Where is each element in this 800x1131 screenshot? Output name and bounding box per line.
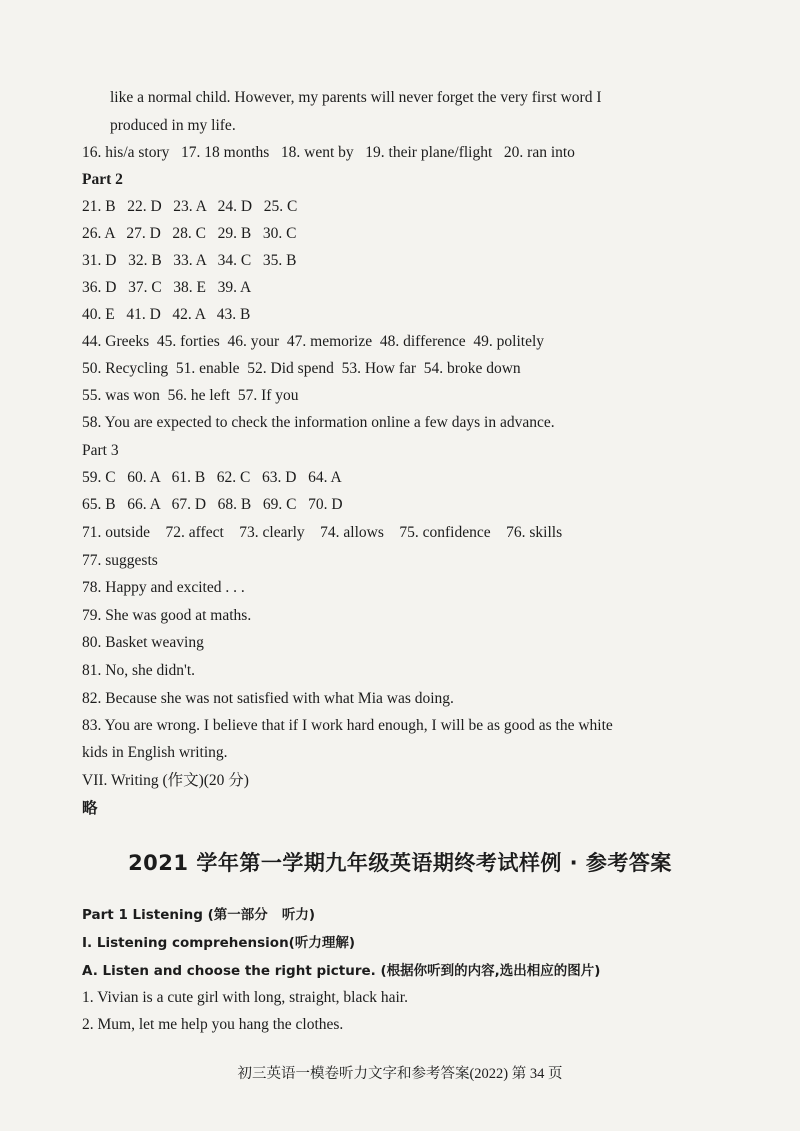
answer-line: 50. Recycling 51. enable 52. Did spend 53. How far 54. broke down (82, 360, 521, 377)
text-line: produced in my life. (110, 117, 236, 134)
answer-line: 82. Because she was not satisfied with what Mia was doing. (82, 690, 454, 707)
answer-line: 80. Basket weaving (82, 634, 204, 651)
listening-item: 2. Mum, let me help you hang the clothes. (82, 1016, 344, 1033)
section-title: 2021 学年第一学期九年级英语期终考试样例 · 参考答案 (128, 851, 672, 875)
answer-line: 81. No, she didn't. (82, 662, 196, 679)
subsection-heading: I. Listening comprehension(听力理解) (82, 935, 356, 951)
section-heading: VII. Writing (作文)(20 分) (82, 772, 249, 789)
answer-line: 83. You are wrong. I believe that if I work hard enough, I will be as good as the white (82, 717, 613, 734)
answer-line: 79. She was good at maths. (82, 607, 252, 624)
answer-line: 40. E 41. D 42. A 43. B (82, 306, 251, 323)
answer-line: 59. C 60. A 61. B 62. C 63. D 64. A (82, 469, 342, 486)
answer-line: 36. D 37. C 38. E 39. A (82, 279, 252, 296)
answer-line: 55. was won 56. he left 57. If you (82, 387, 299, 404)
answer-line: 65. B 66. A 67. D 68. B 69. C 70. D (82, 496, 343, 513)
answer-line: kids in English writing. (82, 744, 228, 761)
answer-line: 78. Happy and excited . . . (82, 579, 245, 596)
answer-line: 26. A 27. D 28. C 29. B 30. C (82, 225, 297, 242)
answer-line: 44. Greeks 45. forties 46. your 47. memorize 48. difference 49. politely (82, 333, 545, 350)
text-line: like a normal child. However, my parents will never forget the very first word I (110, 89, 602, 106)
omitted-mark: 略 (82, 800, 98, 817)
subsection-heading: A. Listen and choose the right picture. (根据你听到的内容,选出相应的图片) (82, 963, 601, 979)
part-heading: Part 2 (82, 171, 123, 188)
answer-line: 21. B 22. D 23. A 24. D 25. C (82, 198, 298, 215)
answer-line: 71. outside 72. affect 73. clearly 74. allows 75. confidence 76. skills (82, 524, 563, 541)
page-footer: 初三英语一模卷听力文字和参考答案(2022) 第 34 页 (237, 1066, 563, 1082)
answer-line: 31. D 32. B 33. A 34. C 35. B (82, 252, 297, 269)
part1-heading: Part 1 Listening (第一部分 听力) (82, 907, 316, 923)
listening-item: 1. Vivian is a cute girl with long, straight, black hair. (82, 989, 408, 1006)
answer-line: 58. You are expected to check the information online a few days in advance. (82, 414, 555, 431)
part-heading: Part 3 (82, 442, 119, 459)
answer-line: 77. suggests (82, 552, 158, 569)
answer-line: 16. his/a story 17. 18 months 18. went by 19. their plane/flight 20. ran into (82, 144, 575, 161)
